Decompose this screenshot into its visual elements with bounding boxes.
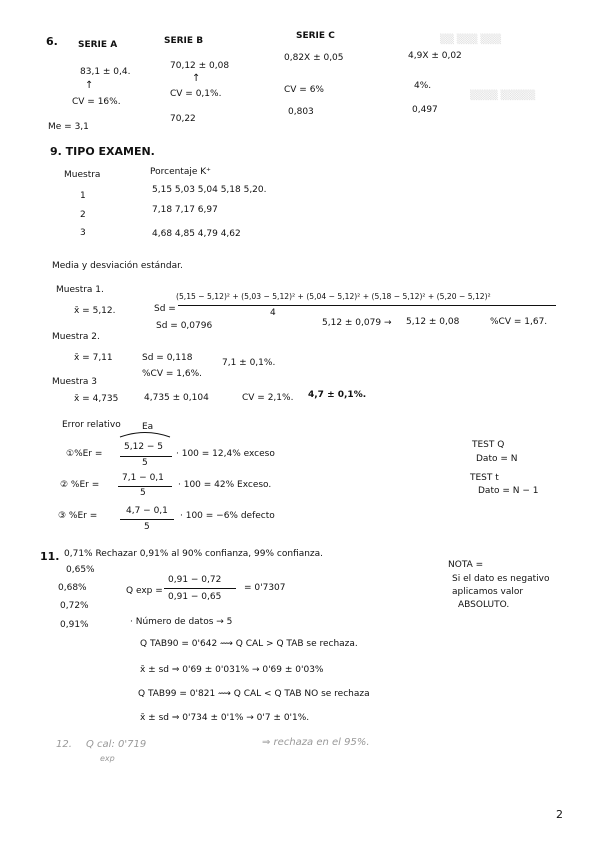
m1-label: Muestra 1. (56, 285, 104, 295)
e3-prefix: ③ %Er = (58, 511, 98, 521)
m3-rounded: 4,7 ± 0,1%. (308, 390, 367, 400)
row-3-label: 3 (80, 228, 86, 238)
e3-numerator: 4,7 − 0,1 (126, 506, 168, 516)
fraction-bar (164, 588, 236, 589)
serie-d-cv: 4%. (414, 81, 432, 91)
bleed-through-marks: ▒▒ ▒▒▒ ▒▒▒ (440, 35, 502, 45)
m3-cv: CV = 2,1%. (242, 393, 294, 403)
e3-denominator: 5 (144, 522, 150, 532)
m3-mean: x̄ = 4,735 (74, 394, 119, 404)
q12-rest: ⇒ rechaza en el 95%. (262, 737, 370, 748)
serie-d-extra: 0,497 (412, 105, 438, 115)
fraction-bar (120, 456, 172, 457)
bleed-through-marks: ▒▒▒▒ ▒▒▒▒▒ (470, 91, 536, 101)
e1-rest: · 100 = 12,4% exceso (176, 449, 275, 459)
q11-datum-3: 0,72% (60, 601, 89, 611)
nota-line-3: ABSOLUTO. (458, 600, 510, 610)
qtab90: Q TAB90 = 0'642 ⟿ Q CAL > Q TAB se rechaza. (140, 639, 358, 649)
row-3-values: 4,68 4,85 4,79 4,62 (152, 229, 241, 239)
col-muestra: Muestra (64, 170, 101, 180)
m1-result: 5,12 ± 0,079 (322, 318, 382, 328)
m1-sd-expression: (5,15 − 5,12)² + (5,03 − 5,12)² + (5,04 − 5,12)² + (5,18 − 5,12)² + (5,20 − 5,12)² (176, 292, 491, 301)
e1-denominator: 5 (142, 458, 148, 468)
serie-c-cv: CV = 6% (284, 85, 324, 95)
col-porcentaje: Porcentaje K⁺ (150, 167, 211, 177)
m1-sd-denominator: 4 (270, 308, 276, 318)
m1-sd-value: Sd = 0,0796 (156, 321, 213, 331)
error-title: Error relativo (62, 420, 121, 430)
qexp-value: = 0'7307 (244, 583, 286, 593)
m1-arrow: → (384, 318, 392, 328)
nota-line-2: aplicamos valor (452, 587, 524, 597)
m3-result: 4,735 ± 0,104 (144, 393, 209, 403)
m1-rounded: 5,12 ± 0,08 (406, 317, 460, 327)
q6-number: 6. (46, 35, 58, 48)
sd99: x̄ ± sd ⇒ 0'734 ± 0'1% → 0'7 ± 0'1%. (140, 713, 310, 723)
e3-rest: · 100 = −6% defecto (180, 511, 275, 521)
row-1-label: 1 (80, 191, 86, 201)
q12-number: 12. (56, 739, 72, 750)
qexp-denominator: 0,91 − 0,65 (168, 592, 222, 602)
row-2-values: 7,18 7,17 6,97 (152, 205, 218, 215)
sd90: x̄ ± sd ⇒ 0'69 ± 0'031% → 0'69 ± 0'03% (140, 665, 324, 675)
q11-intro: 0,71% Rechazar 0,91% al 90% confianza, 99% confianza. (64, 549, 324, 559)
e2-rest: · 100 = 42% Exceso. (178, 480, 272, 490)
test-q-formula: Dato = N (476, 454, 518, 464)
n-datos: · Número de datos → 5 (130, 617, 233, 627)
m2-sd: Sd = 0,118 (142, 353, 193, 363)
q12-subscript: exp (100, 754, 115, 763)
m3-label: Muestra 3 (52, 377, 98, 387)
m2-label: Muestra 2. (52, 332, 100, 342)
test-t-label: TEST t (470, 473, 499, 483)
serie-a-header: SERIE A (78, 40, 118, 50)
m2-result: 7,1 ± 0,1%. (222, 358, 276, 368)
e2-prefix: ② %Er = (60, 480, 100, 490)
e2-denominator: 5 (140, 488, 146, 498)
serie-a-value: 83,1 ± 0,4. (80, 67, 131, 77)
arrow-up-icon: ↑ (192, 73, 201, 84)
q11-datum-4: 0,91% (60, 620, 89, 630)
page-number: 2 (556, 808, 563, 821)
arrow-up-icon: ↑ (85, 80, 94, 91)
row-1-values: 5,15 5,03 5,04 5,18 5,20. (152, 185, 267, 195)
fraction-bar (118, 486, 172, 487)
e1-prefix: ①%Er = (66, 449, 103, 459)
serie-b-value: 70,12 ± 0,08 (170, 61, 230, 71)
q11-datum-2: 0,68% (58, 583, 87, 593)
nota-line-1: Si el dato es negativo (452, 574, 550, 584)
serie-c-extra: 0,803 (288, 107, 314, 117)
q9-title: 9. TIPO EXAMEN. (50, 145, 155, 158)
m2-mean: x̄ = 7,11 (74, 353, 113, 363)
fraction-bar (120, 519, 174, 520)
serie-b-cv: CV = 0,1%. (170, 89, 222, 99)
row-2-label: 2 (80, 210, 86, 220)
m1-cv: %CV = 1,67. (490, 317, 548, 327)
serie-a-cv: CV = 16%. (72, 97, 121, 107)
serie-b-header: SERIE B (164, 36, 204, 46)
serie-d-value: 4,9X ± 0,02 (408, 51, 462, 61)
m2-cv: %CV = 1,6%. (142, 369, 202, 379)
serie-c-header: SERIE C (296, 31, 335, 41)
m1-sd-left: Sd = (154, 304, 176, 314)
q11-datum-1: 0,65% (66, 565, 95, 575)
e2-numerator: 7,1 − 0,1 (122, 473, 164, 483)
qexp-label: Q exp = (126, 586, 163, 596)
q11-number: 11. (40, 550, 60, 563)
serie-c-value: 0,82X ± 0,05 (284, 53, 344, 63)
e1-numerator: 5,12 − 5 (124, 442, 164, 452)
test-q-label: TEST Q (472, 440, 505, 450)
media-title: Media y desviación estándar. (52, 261, 183, 271)
nota-title: NOTA = (448, 560, 484, 570)
serie-a-me: Me = 3,1 (48, 122, 89, 132)
test-t-formula: Dato = N − 1 (478, 486, 539, 496)
serie-b-extra: 70,22 (170, 114, 196, 124)
qtab99: Q TAB99 = 0'821 ⟿ Q CAL < Q TAB NO se rechaza (138, 689, 370, 699)
q12-text: Q cal: 0'719 (86, 739, 147, 750)
qexp-numerator: 0,91 − 0,72 (168, 575, 222, 585)
error-ea: Ea (142, 422, 154, 432)
m1-mean: x̄ = 5,12. (74, 306, 116, 316)
